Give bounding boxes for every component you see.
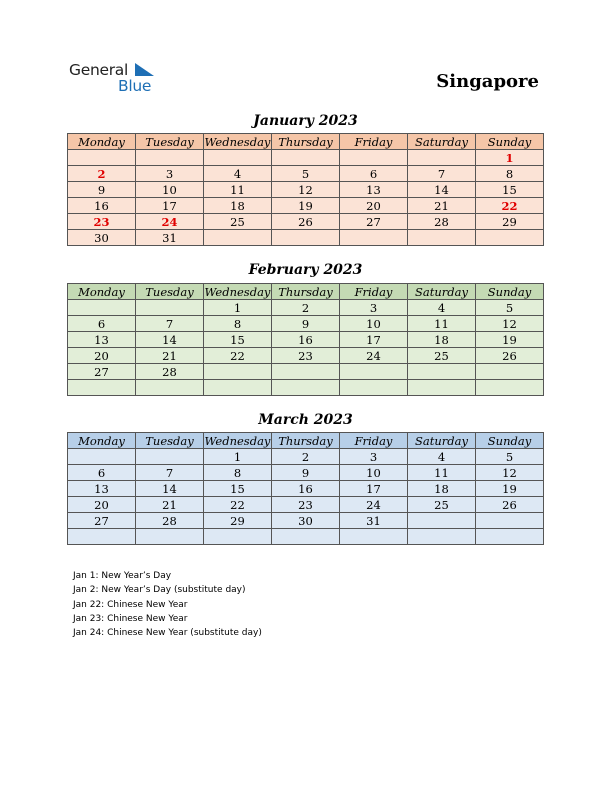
- logo-word-blue: Blue: [118, 77, 152, 95]
- day-cell: 13: [340, 182, 408, 198]
- empty-day-cell: [408, 529, 476, 545]
- weekday-header: Monday: [68, 284, 136, 300]
- empty-day-cell: [272, 364, 340, 380]
- day-cell: 4: [408, 300, 476, 316]
- day-cell: 12: [476, 316, 544, 332]
- holiday-notes: [73, 569, 262, 640]
- empty-day-cell: [68, 300, 136, 316]
- day-cell: 27: [340, 214, 408, 230]
- week-row: [68, 182, 544, 198]
- empty-day-cell: [204, 364, 272, 380]
- week-row: [68, 529, 544, 545]
- day-cell: 25: [204, 214, 272, 230]
- day-cell: 29: [204, 513, 272, 529]
- day-cell: 15: [476, 182, 544, 198]
- calendar-table-mar: [67, 432, 544, 545]
- day-cell: 7: [136, 465, 204, 481]
- weekday-header: Friday: [340, 284, 408, 300]
- empty-day-cell: [272, 380, 340, 396]
- weekday-header: Saturday: [408, 284, 476, 300]
- week-row: [68, 497, 544, 513]
- day-cell: 4: [204, 166, 272, 182]
- day-cell: 23: [272, 497, 340, 513]
- day-cell: 1: [476, 150, 544, 166]
- day-cell: 7: [408, 166, 476, 182]
- day-cell: 3: [340, 300, 408, 316]
- week-row: [68, 316, 544, 332]
- week-row: [68, 230, 544, 246]
- day-cell: 9: [272, 465, 340, 481]
- week-row: [68, 214, 544, 230]
- empty-day-cell: [68, 380, 136, 396]
- weekday-header: Sunday: [476, 284, 544, 300]
- day-cell: 15: [204, 332, 272, 348]
- logo-triangle-icon: [135, 63, 155, 77]
- day-cell: 25: [408, 497, 476, 513]
- day-cell: 21: [408, 198, 476, 214]
- day-cell: 26: [476, 348, 544, 364]
- day-cell: 18: [408, 332, 476, 348]
- day-cell: 15: [204, 481, 272, 497]
- empty-day-cell: [136, 300, 204, 316]
- empty-day-cell: [204, 380, 272, 396]
- weekday-header: Thursday: [272, 433, 340, 449]
- weekday-header: Wednesday: [204, 134, 271, 149]
- day-cell: 4: [408, 449, 476, 465]
- day-cell: 19: [476, 481, 544, 497]
- week-row: [68, 449, 544, 465]
- weekday-header: Saturday: [408, 433, 476, 449]
- day-cell: 1: [204, 300, 272, 316]
- week-row: [68, 150, 544, 166]
- country-title: Singapore: [436, 71, 539, 92]
- day-cell: 9: [68, 182, 136, 198]
- weekday-header: Saturday: [408, 134, 476, 150]
- day-cell: 28: [136, 513, 204, 529]
- day-cell: 16: [272, 481, 340, 497]
- empty-day-cell: [204, 230, 272, 246]
- day-cell: 9: [272, 316, 340, 332]
- day-cell: 12: [476, 465, 544, 481]
- day-cell: 24: [340, 348, 408, 364]
- day-cell: 13: [68, 481, 136, 497]
- week-row: [68, 513, 544, 529]
- day-cell: 7: [136, 316, 204, 332]
- day-cell: 2: [272, 449, 340, 465]
- day-cell: 6: [68, 465, 136, 481]
- holiday-note: Jan 23: Chinese New Year: [73, 613, 188, 624]
- day-cell: 31: [340, 513, 408, 529]
- day-cell: 16: [68, 198, 136, 214]
- day-cell: 22: [204, 348, 272, 364]
- day-cell: 16: [272, 332, 340, 348]
- day-cell: 26: [476, 497, 544, 513]
- day-cell: 20: [68, 497, 136, 513]
- empty-day-cell: [408, 380, 476, 396]
- day-cell: 28: [136, 364, 204, 380]
- day-cell: 20: [340, 198, 408, 214]
- logo: [69, 61, 169, 97]
- empty-day-cell: [272, 230, 340, 246]
- weekday-header: Wednesday: [204, 433, 271, 448]
- calendar-table-feb: [67, 283, 544, 396]
- empty-day-cell: [136, 150, 204, 166]
- day-cell: 20: [68, 348, 136, 364]
- empty-day-cell: [476, 529, 544, 545]
- empty-day-cell: [204, 150, 272, 166]
- week-row: [68, 364, 544, 380]
- day-cell: 24: [136, 214, 204, 230]
- day-cell: 11: [408, 465, 476, 481]
- holiday-note: Jan 22: Chinese New Year: [73, 599, 188, 610]
- empty-day-cell: [408, 150, 476, 166]
- empty-day-cell: [408, 230, 476, 246]
- weekday-header: Sunday: [476, 134, 544, 150]
- day-cell: 30: [272, 513, 340, 529]
- holiday-note: Jan 2: New Year’s Day (substitute day): [73, 585, 246, 596]
- empty-day-cell: [476, 364, 544, 380]
- empty-day-cell: [476, 230, 544, 246]
- empty-day-cell: [340, 150, 408, 166]
- day-cell: 28: [408, 214, 476, 230]
- day-cell: 14: [408, 182, 476, 198]
- empty-day-cell: [272, 529, 340, 545]
- day-cell: 21: [136, 497, 204, 513]
- day-cell: 12: [272, 182, 340, 198]
- month-title-mar: March 2023: [258, 412, 353, 428]
- day-cell: 17: [136, 198, 204, 214]
- day-cell: 10: [136, 182, 204, 198]
- weekday-header-row: [68, 134, 544, 150]
- day-cell: 17: [340, 481, 408, 497]
- empty-day-cell: [68, 529, 136, 545]
- day-cell: 8: [204, 465, 272, 481]
- week-row: [68, 300, 544, 316]
- weekday-header: Wednesday: [204, 284, 271, 299]
- weekday-header: Monday: [68, 134, 136, 150]
- weekday-header: Thursday: [272, 284, 340, 300]
- day-cell: 5: [476, 300, 544, 316]
- weekday-header: Tuesday: [136, 284, 204, 300]
- holiday-note: Jan 24: Chinese New Year (substitute day): [73, 628, 262, 639]
- empty-day-cell: [136, 449, 204, 465]
- week-row: [68, 481, 544, 497]
- empty-day-cell: [340, 380, 408, 396]
- day-cell: 1: [204, 449, 272, 465]
- holiday-note: Jan 1: New Year’s Day: [73, 571, 172, 581]
- day-cell: 6: [340, 166, 408, 182]
- weekday-header: Thursday: [272, 134, 340, 150]
- weekday-header-row: [68, 433, 544, 449]
- empty-day-cell: [340, 529, 408, 545]
- empty-day-cell: [408, 364, 476, 380]
- weekday-header: Friday: [340, 134, 408, 150]
- day-cell: 18: [204, 198, 272, 214]
- empty-day-cell: [408, 513, 476, 529]
- day-cell: 11: [204, 182, 272, 198]
- empty-day-cell: [204, 529, 272, 545]
- empty-day-cell: [476, 380, 544, 396]
- day-cell: 10: [340, 316, 408, 332]
- week-row: [68, 465, 544, 481]
- day-cell: 14: [136, 481, 204, 497]
- week-row: [68, 332, 544, 348]
- logo-word-general: General: [69, 61, 128, 79]
- day-cell: 3: [340, 449, 408, 465]
- day-cell: 27: [68, 513, 136, 529]
- empty-day-cell: [340, 364, 408, 380]
- day-cell: 5: [476, 449, 544, 465]
- weekday-header: Monday: [68, 433, 136, 449]
- day-cell: 27: [68, 364, 136, 380]
- day-cell: 21: [136, 348, 204, 364]
- day-cell: 14: [136, 332, 204, 348]
- day-cell: 5: [272, 166, 340, 182]
- day-cell: 22: [476, 198, 544, 214]
- month-title-jan: January 2023: [253, 113, 358, 129]
- day-cell: 18: [408, 481, 476, 497]
- day-cell: 24: [340, 497, 408, 513]
- weekday-header: Friday: [340, 433, 408, 449]
- day-cell: 10: [340, 465, 408, 481]
- empty-day-cell: [272, 150, 340, 166]
- empty-day-cell: [340, 230, 408, 246]
- day-cell: 2: [272, 300, 340, 316]
- day-cell: 23: [68, 214, 136, 230]
- day-cell: 22: [204, 497, 272, 513]
- day-cell: 8: [476, 166, 544, 182]
- day-cell: 26: [272, 214, 340, 230]
- empty-day-cell: [476, 513, 544, 529]
- day-cell: 8: [204, 316, 272, 332]
- day-cell: 23: [272, 348, 340, 364]
- week-row: [68, 166, 544, 182]
- day-cell: 19: [272, 198, 340, 214]
- weekday-header-row: [68, 284, 544, 300]
- week-row: [68, 380, 544, 396]
- empty-day-cell: [68, 150, 136, 166]
- weekday-header: Tuesday: [136, 433, 204, 449]
- month-title-feb: February 2023: [248, 262, 363, 278]
- day-cell: 30: [68, 230, 136, 246]
- empty-day-cell: [136, 529, 204, 545]
- day-cell: 6: [68, 316, 136, 332]
- calendar-table-jan: [67, 133, 544, 246]
- weekday-header: Tuesday: [136, 134, 204, 150]
- day-cell: 17: [340, 332, 408, 348]
- day-cell: 11: [408, 316, 476, 332]
- empty-day-cell: [136, 380, 204, 396]
- day-cell: 19: [476, 332, 544, 348]
- empty-day-cell: [68, 449, 136, 465]
- day-cell: 13: [68, 332, 136, 348]
- day-cell: 29: [476, 214, 544, 230]
- day-cell: 25: [408, 348, 476, 364]
- day-cell: 3: [136, 166, 204, 182]
- weekday-header: Sunday: [476, 433, 544, 449]
- day-cell: 2: [68, 166, 136, 182]
- week-row: [68, 348, 544, 364]
- week-row: [68, 198, 544, 214]
- day-cell: 31: [136, 230, 204, 246]
